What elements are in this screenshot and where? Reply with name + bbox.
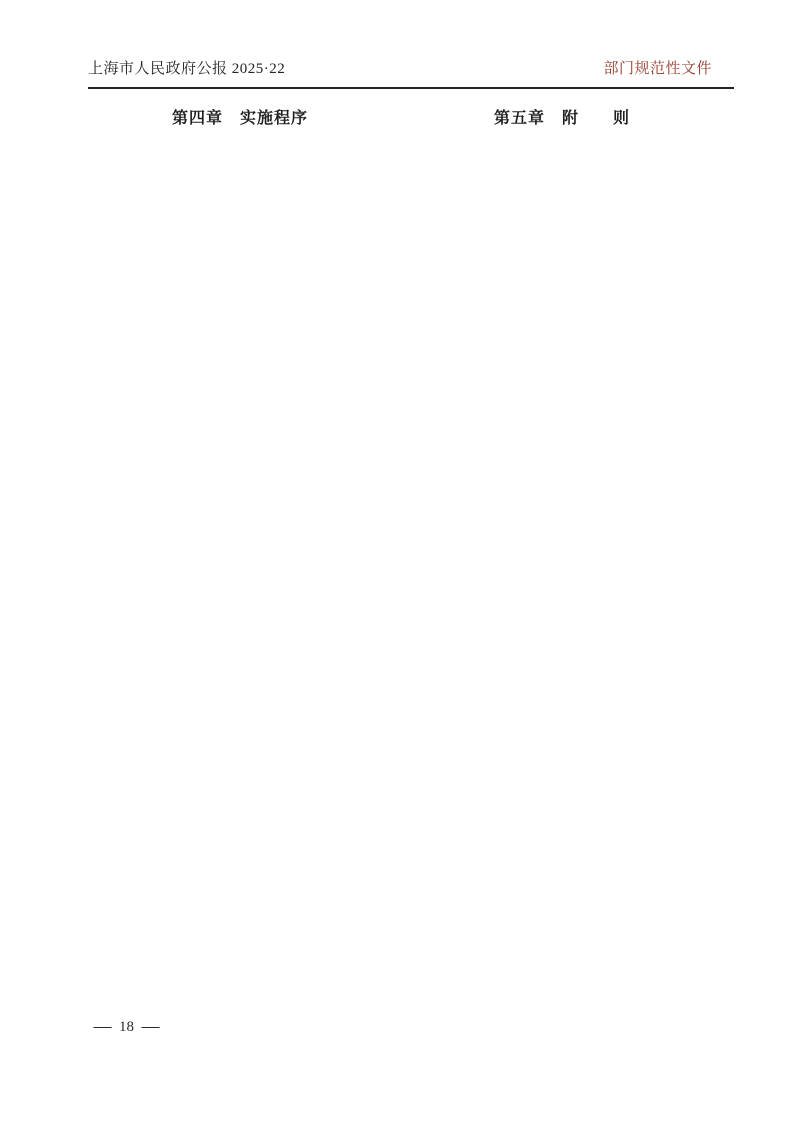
chapter-heading: 第五章 附 则 [493,110,630,127]
section-category-label: 部门规范性文件 [603,61,712,77]
running-header [88,57,712,78]
header-rule [88,87,734,89]
page-number: 18 [119,1019,134,1035]
footer-right-dash: — [141,1019,160,1035]
page-footer [95,1019,158,1036]
document-body [88,96,714,145]
gazette-title: 上海市人民政府公报 2025·22 [88,61,286,77]
left-column [88,96,392,145]
chapter-heading: 第四章 实施程序 [171,110,308,127]
footer-left-dash: — [93,1019,112,1035]
right-column [410,96,714,145]
